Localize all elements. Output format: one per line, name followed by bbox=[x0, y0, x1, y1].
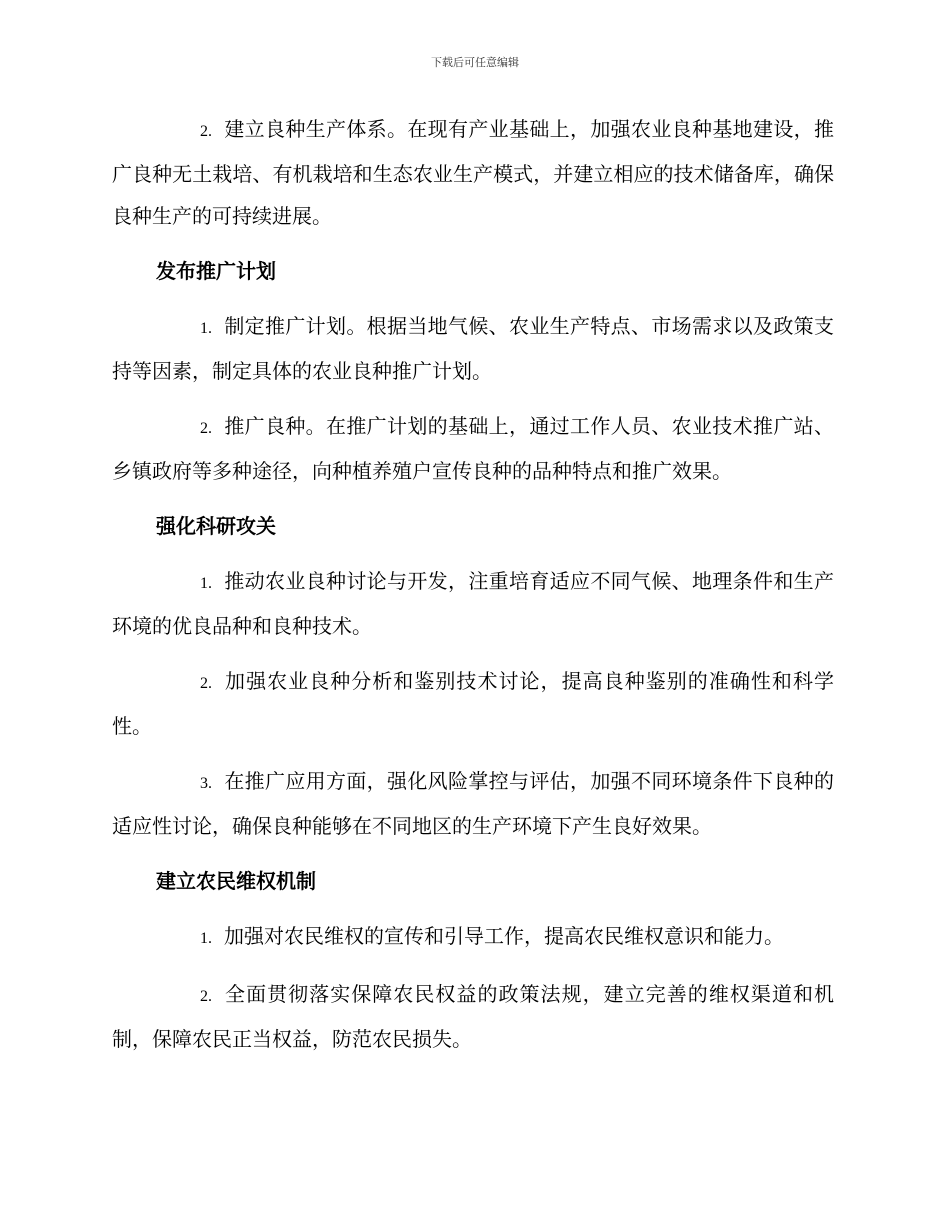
section-heading: 建立农民维权机制 bbox=[156, 869, 316, 893]
list-number: 1. bbox=[200, 320, 212, 337]
list-item-text: 加强对农民维权的宣传和引导工作，提高农民维权意识和能力。 bbox=[224, 924, 784, 948]
page-header: 下载后可任意编辑 bbox=[431, 56, 519, 69]
list-number: 2. bbox=[200, 675, 212, 692]
section-heading: 发布推广计划 bbox=[156, 259, 276, 283]
document-body bbox=[112, 108, 834, 1073]
list-item bbox=[112, 660, 834, 747]
list-item bbox=[112, 305, 834, 392]
list-number: 2. bbox=[200, 420, 212, 437]
list-item-text: 推广良种。在推广计划的基础上，通过工作人员、农业技术推广站、乡镇政府等多种途径，向种植养殖户宣传良种的品种特点和推广效果。 bbox=[112, 414, 834, 483]
list-item-text: 建立良种生产体系。在现有产业基础上，加强农业良种基地建设，推广良种无土栽培、有机栽培和生态农业生产模式，并建立相应的技术储备库，确保良种生产的可持续进展。 bbox=[112, 117, 834, 228]
list-item-text: 加强农业良种分析和鉴别技术讨论，提高良种鉴别的准确性和科学性。 bbox=[112, 669, 834, 738]
list-item bbox=[112, 760, 834, 847]
list-item bbox=[112, 405, 834, 492]
list-number: 3. bbox=[200, 775, 212, 792]
list-item-text: 制定推广计划。根据当地气候、农业生产特点、市场需求以及政策支持等因素，制定具体的农业良种推广计划。 bbox=[112, 314, 834, 383]
list-number: 1. bbox=[200, 575, 212, 592]
list-number: 2. bbox=[200, 123, 212, 140]
list-item-text: 在推广应用方面，强化风险掌控与评估，加强不同环境条件下良种的适应性讨论，确保良种能够在不同地区的生产环境下产生良好效果。 bbox=[112, 769, 834, 838]
list-item bbox=[112, 108, 834, 237]
list-number: 2. bbox=[200, 988, 212, 1005]
list-item bbox=[112, 915, 834, 960]
list-item-text: 推动农业良种讨论与开发，注重培育适应不同气候、地理条件和生产环境的优良品种和良种技术。 bbox=[112, 569, 834, 638]
list-item-text: 全面贯彻落实保障农民权益的政策法规，建立完善的维权渠道和机制，保障农民正当权益，防范农民损失。 bbox=[112, 982, 834, 1051]
list-number: 1. bbox=[200, 930, 212, 947]
section-heading: 强化科研攻关 bbox=[156, 514, 276, 538]
list-item bbox=[112, 973, 834, 1060]
list-item bbox=[112, 560, 834, 647]
